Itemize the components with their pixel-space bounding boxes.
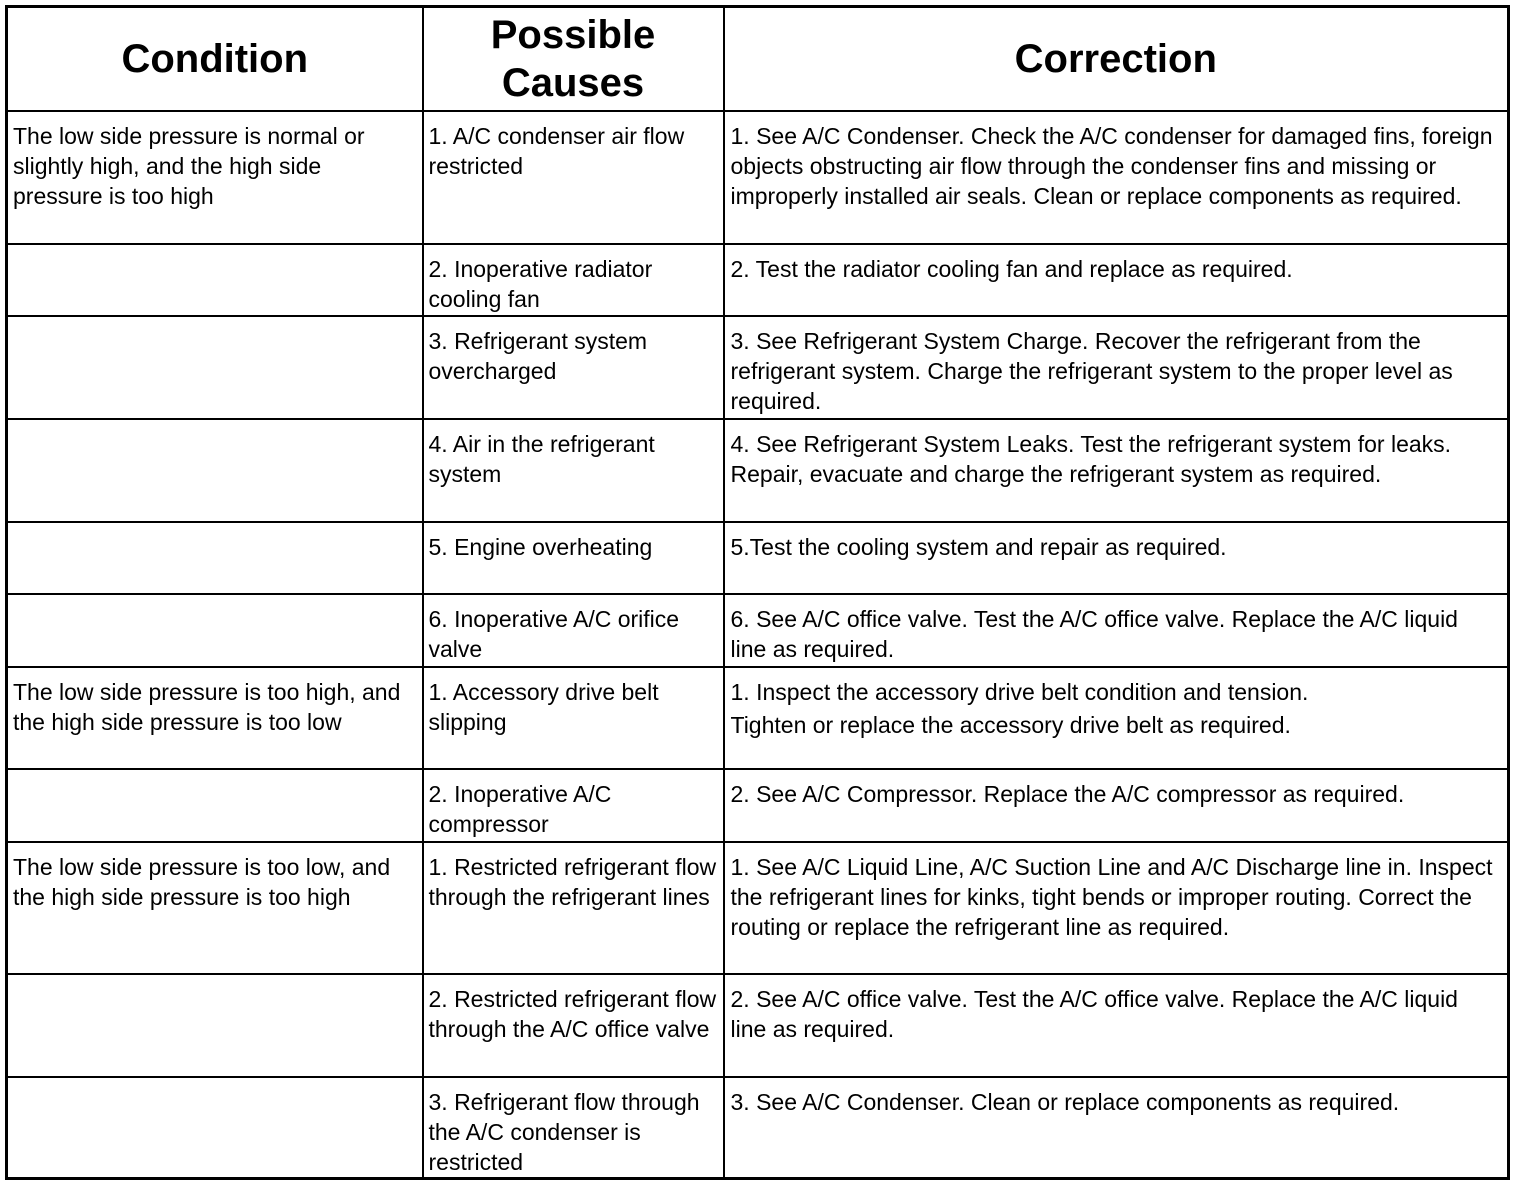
cause-cell: 3. Refrigerant flow through the A/C condenser is restricted (423, 1077, 724, 1179)
cause-cell: 2. Inoperative radiator cooling fan (423, 244, 724, 316)
condition-cell (7, 1077, 423, 1179)
header-row (7, 7, 1509, 111)
table-row (7, 594, 1509, 667)
header-condition: Condition (7, 7, 423, 111)
correction-cell: 1. See A/C Condenser. Check the A/C condenser for damaged fins, foreign objects obstructing air flow through the condenser fins and missing or improperly installed air seals. Clean or replace components as required. (724, 111, 1509, 244)
diagnosis-table (5, 5, 1510, 1180)
correction-cell: 1. See A/C Liquid Line, A/C Suction Line and A/C Discharge line in. Inspect the refrigerant lines for kinks, tight bends or improper routing. Correct the routing or replace the refrigerant line as required. (724, 842, 1509, 974)
correction-cell: 4. See Refrigerant System Leaks. Test the refrigerant system for leaks. Repair, evacuate and charge the refrigerant system as required. (724, 419, 1509, 522)
correction-cell: 2. See A/C Compressor. Replace the A/C compressor as required. (724, 769, 1509, 842)
correction-cell (724, 667, 1509, 769)
condition-cell: The low side pressure is normal or slightly high, and the high side pressure is too high (7, 111, 423, 244)
table-row (7, 1077, 1509, 1179)
cause-cell: 1. A/C condenser air flow restricted (423, 111, 724, 244)
table-row (7, 111, 1509, 244)
condition-cell (7, 974, 423, 1077)
table-row (7, 316, 1509, 419)
table-row (7, 974, 1509, 1077)
cause-cell: 4. Air in the refrigerant system (423, 419, 724, 522)
correction-cell: 5.Test the cooling system and repair as required. (724, 522, 1509, 594)
correction-cell: 2. Test the radiator cooling fan and replace as required. (724, 244, 1509, 316)
condition-cell (7, 419, 423, 522)
condition-cell (7, 769, 423, 842)
table-row (7, 667, 1509, 769)
cause-cell: 6. Inoperative A/C orifice valve (423, 594, 724, 667)
header-possible-causes (423, 7, 724, 111)
correction-line: 1. Inspect the accessory drive belt condition and tension. (730, 678, 1309, 705)
condition-cell (7, 244, 423, 316)
correction-cell: 3. See A/C Condenser. Clean or replace components as required. (724, 1077, 1509, 1179)
cause-cell: 3. Refrigerant system overcharged (423, 316, 724, 419)
condition-cell (7, 316, 423, 419)
condition-cell (7, 594, 423, 667)
cause-cell: 1. Accessory drive belt slipping (423, 667, 724, 769)
cause-cell: 2. Restricted refrigerant flow through the A/C office valve (423, 974, 724, 1077)
table-row (7, 244, 1509, 316)
cause-cell: 2. Inoperative A/C compressor (423, 769, 724, 842)
correction-cell: 3. See Refrigerant System Charge. Recover the refrigerant from the refrigerant system. Charge the refrigerant system to the proper level as required. (724, 316, 1509, 419)
correction-line: Tighten or replace the accessory drive belt as required. (730, 711, 1291, 738)
table-row (7, 522, 1509, 594)
correction-cell: 6. See A/C office valve. Test the A/C office valve. Replace the A/C liquid line as required. (724, 594, 1509, 667)
condition-cell: The low side pressure is too high, and the high side pressure is too low (7, 667, 423, 769)
correction-cell: 2. See A/C office valve. Test the A/C office valve. Replace the A/C liquid line as required. (724, 974, 1509, 1077)
condition-cell: The low side pressure is too low, and the high side pressure is too high (7, 842, 423, 974)
table-row (7, 419, 1509, 522)
cause-cell: 1. Restricted refrigerant flow through the refrigerant lines (423, 842, 724, 974)
header-correction: Correction (724, 7, 1509, 111)
header-causes-line2: Causes (501, 60, 645, 105)
header-causes-line1: Possible (490, 12, 656, 57)
table-row (7, 769, 1509, 842)
table-row (7, 842, 1509, 974)
cause-cell: 5. Engine overheating (423, 522, 724, 594)
condition-cell (7, 522, 423, 594)
